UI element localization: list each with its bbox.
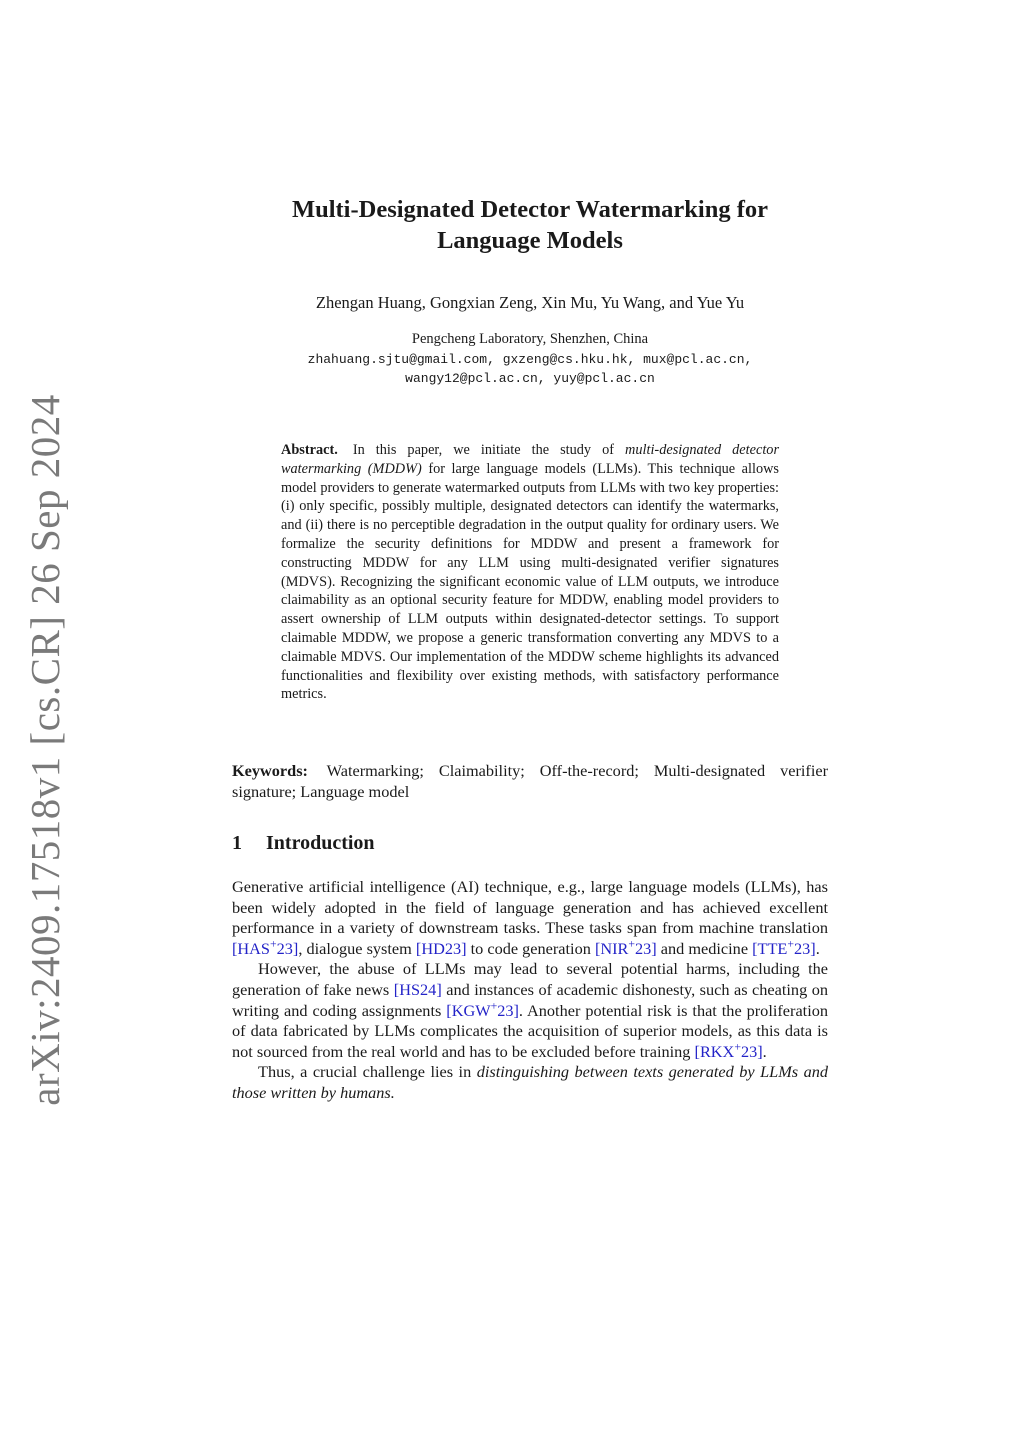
paragraph-2 [232, 959, 828, 1062]
paragraph-2-text: and instances of academic dishonesty, such as cheating on writing and coding assignments [232, 979, 828, 1020]
author-emails [200, 350, 860, 388]
paragraph-1-text: to code generation [470, 938, 591, 958]
email-line-1: zhahuang.sjtu@gmail.com, gxzeng@cs.hku.hk, mux@pcl.ac.cn, [307, 352, 753, 367]
abstract [281, 441, 779, 704]
section-title: Introduction [266, 832, 375, 854]
author-list: Zhengan Huang, Gongxian Zeng, Xin Mu, Yu Wang, and Yue Yu [315, 293, 745, 312]
citation-link[interactable]: [TTE+23] [752, 937, 816, 958]
paragraph-1 [232, 877, 828, 959]
arxiv-identifier-stamp [20, 0, 70, 1448]
paragraph-2-text: . Another potential risk is that the proliferation of data fabricated by LLMs complicates the acquisition of superior models, as this data is not sourced from the real world and has to be excluded before training [232, 1000, 828, 1061]
citation-link[interactable]: [HS24] [393, 979, 442, 999]
paper-title [200, 194, 860, 256]
citation-link[interactable]: [HD23] [415, 938, 467, 958]
citation-link[interactable]: [NIR+23] [594, 937, 657, 958]
citation-link[interactable]: [HAS+23] [232, 937, 299, 958]
paragraph-1-text: and medicine [660, 938, 749, 958]
keywords-text: Watermarking; Claimability; Off-the-record; Multi-designated verifier signature; Language model [232, 761, 828, 801]
abstract-text-intro: In this paper, we initiate the study of [352, 442, 615, 458]
paragraph-3-emphasis: distinguishing between texts generated by LLMs and those written by humans. [232, 1062, 828, 1102]
paragraph-2-text: However, the abuse of LLMs may lead to several potential harms, including the generation of fake news [232, 959, 828, 999]
affiliation: Pengcheng Laboratory, Shenzhen, China [411, 331, 649, 347]
abstract-term-mddw: multi-designated detector watermarking (MDDW) [281, 442, 780, 477]
abstract-text-body: for large language models (LLMs). This technique allows model providers to generate watermarked outputs from LLMs with two key properties: (i) only specific, possibly multiple, designated detectors can identify the watermarks, and (ii) there is no perceptible degradation in the output quality for ordinary users. We formalize the security definitions for MDDW and present a framework for constructing MDDW for any LLM using multi-designated verifier signatures (MDVS). Recognizing the significant economic value of LLM outputs, we introduce claimability as an optional security feature for MDDW, enabling model providers to assert ownership of LLM outputs within designated-detector settings. To support claimable MDDW, we propose a generic transformation converting any MDVS to a claimable MDVS. Our implementation of the MDDW scheme highlights its advanced functionalities and flexibility over existing methods, with satisfactory performance metrics. [281, 460, 779, 703]
citation-link[interactable]: [RKX+23] [694, 1040, 763, 1061]
arxiv-identifier-text: arXiv:2409.17518v1 [cs.CR] 26 Sep 2024 [22, 394, 68, 1106]
paragraph-2-text: . [762, 1041, 767, 1061]
keywords [232, 760, 828, 802]
section-number: 1 [232, 832, 242, 854]
title-line-1: Multi-Designated Detector Watermarking for [291, 196, 769, 223]
citation-link[interactable]: [KGW+23] [446, 999, 519, 1020]
paragraph-3-text: Thus, a crucial challenge lies in [258, 1062, 472, 1082]
email-line-2: wangy12@pcl.ac.cn, yuy@pcl.ac.cn [405, 371, 655, 386]
title-line-2: Language Models [437, 227, 623, 254]
abstract-label: Abstract. [281, 442, 338, 458]
section-heading-introduction [232, 832, 375, 855]
paragraph-1-text: Generative artificial intelligence (AI) technique, e.g., large language models (LLMs), has been widely adopted in the field of language generation and has achieved excellent performance in a variety of downstream tasks. These tasks span from machine translation [232, 877, 828, 938]
paragraph-1-text: , dialogue system [298, 938, 412, 958]
paragraph-3 [232, 1062, 828, 1103]
introduction-body [232, 877, 828, 1104]
paragraph-1-text: . [815, 938, 820, 958]
keywords-label: Keywords: [232, 761, 308, 780]
